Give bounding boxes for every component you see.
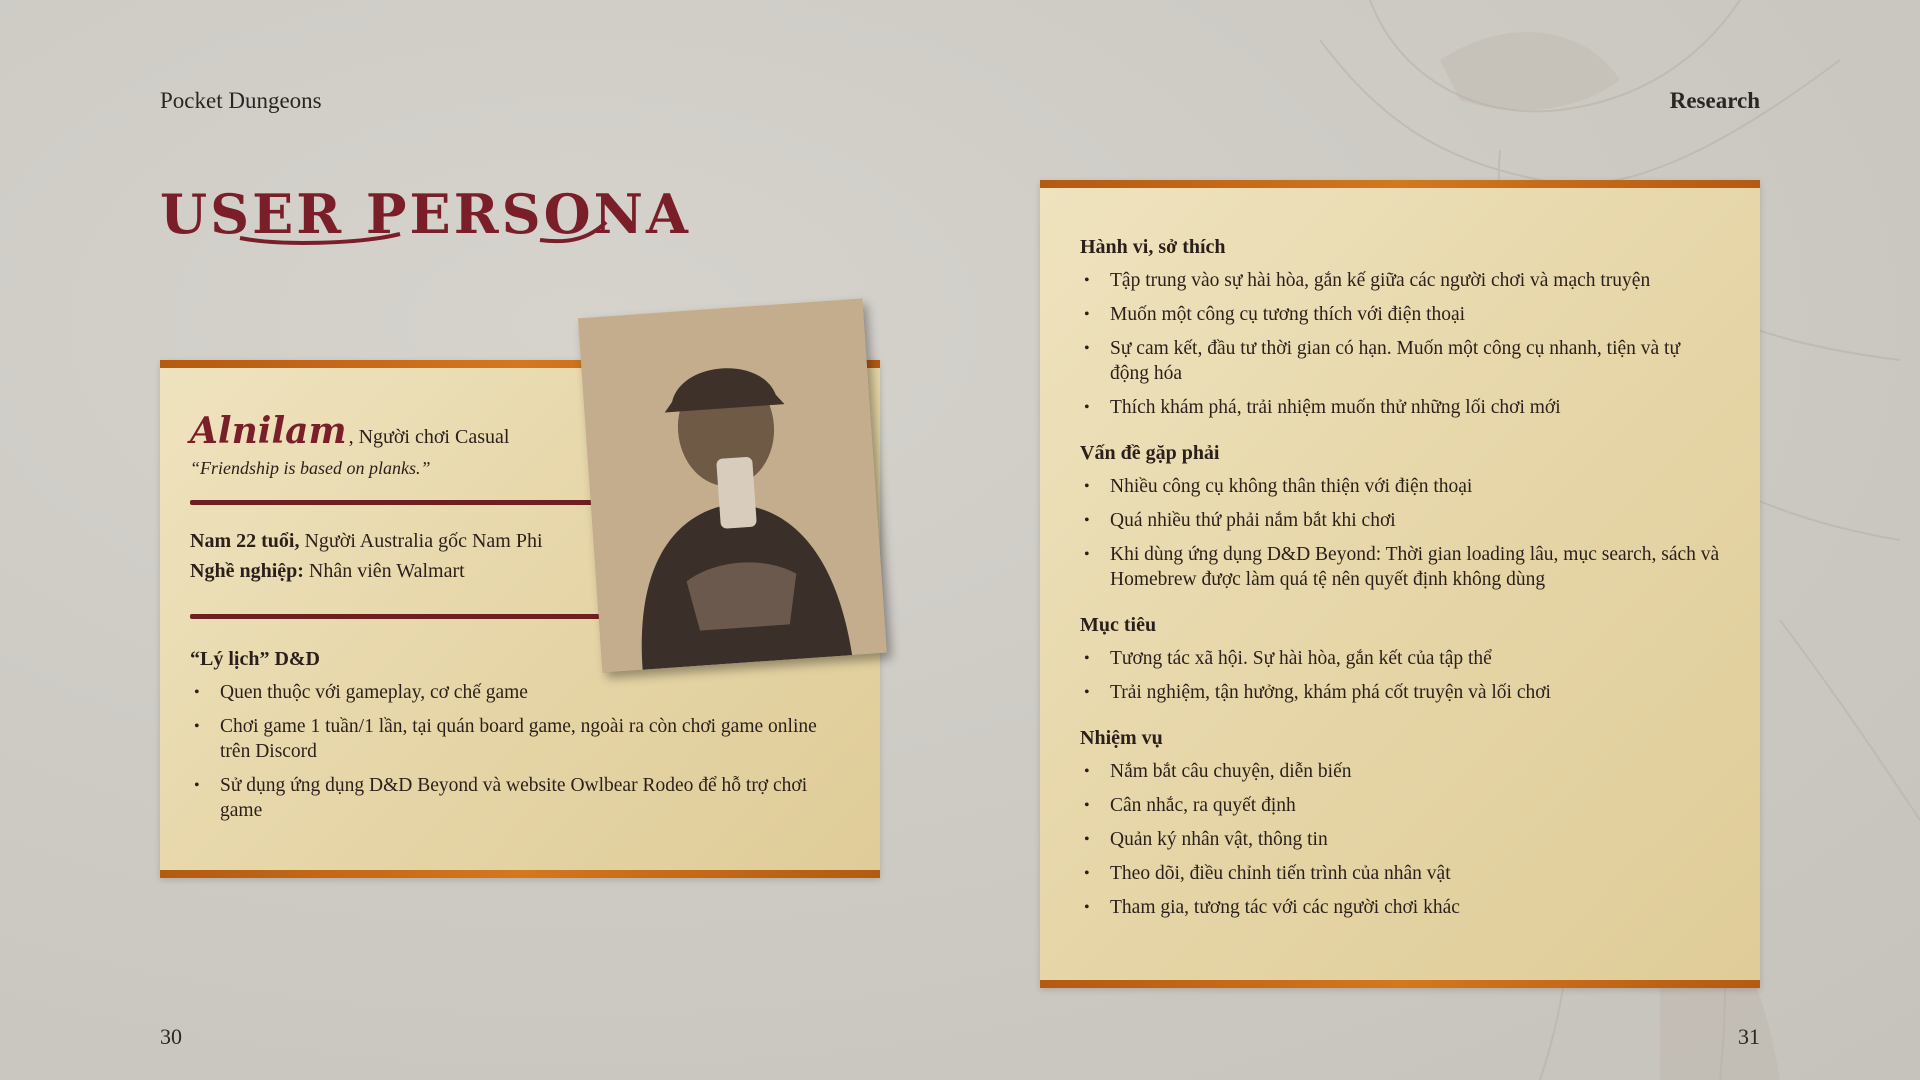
persona-age: [190, 530, 543, 553]
behaviors-list: [1080, 268, 1720, 420]
dnd-history-title: “Lý lịch” D&D: [190, 648, 320, 670]
section-heading: Hành vi, sở thích: [1080, 236, 1226, 258]
job-value: Nhân viên Walmart: [303, 560, 465, 582]
list-item: • Nắm bắt câu chuyện, diễn biến: [1080, 759, 1720, 784]
job-label: Nghề nghiệp:: [190, 560, 304, 582]
dnd-history-section: [190, 648, 840, 823]
publication-title: Pocket Dungeons: [160, 88, 322, 113]
age-value: Người Australia gốc Nam Phi: [299, 530, 543, 552]
person-selfie-image: [578, 298, 887, 672]
list-item: • Tương tác xã hội. Sự hài hòa, gắn kết của tập thể: [1080, 646, 1720, 671]
page-number-left: 30: [160, 1024, 182, 1049]
page-number-right: 31: [1738, 1024, 1760, 1049]
list-item: • Cân nhắc, ra quyết định: [1080, 793, 1720, 818]
persona-role: , Người chơi Casual: [348, 426, 510, 448]
divider: [190, 500, 600, 505]
persona-name: Alnilam: [190, 410, 347, 452]
persona-job: [190, 560, 465, 583]
list-item: • Tập trung vào sự hài hòa, gắn kế giữa các người chơi và mạch truyện: [1080, 268, 1720, 293]
problems-list: [1080, 474, 1720, 592]
title-swash-decoration: [160, 208, 610, 248]
age-label: Nam 22 tuổi,: [190, 530, 300, 552]
section-heading: Nhiệm vụ: [1080, 727, 1163, 749]
list-item: • Quá nhiều thứ phải nắm bắt khi chơi: [1080, 508, 1720, 533]
list-item: • Trải nghiệm, tận hưởng, khám phá cốt truyện và lối chơi: [1080, 680, 1720, 705]
list-item: • Khi dùng ứng dụng D&D Beyond: Thời gian loading lâu, mục search, sách và Homebrew được làm quá tệ nên quyết định không dùng: [1080, 542, 1720, 592]
list-item: • Theo dõi, điều chỉnh tiến trình của nhân vật: [1080, 861, 1720, 886]
research-content: [1080, 236, 1720, 920]
dnd-history-list: [190, 680, 840, 823]
research-card: [1040, 180, 1760, 988]
persona-photo: [578, 298, 887, 672]
persona-name-line: [190, 410, 509, 452]
section-title: Research: [1669, 88, 1760, 113]
section-heading: Mục tiêu: [1080, 614, 1157, 636]
list-item: • Sự cam kết, đầu tư thời gian có hạn. Muốn một công cụ nhanh, tiện và tự động hóa: [1080, 336, 1720, 386]
list-item: • Muốn một công cụ tương thích với điện thoại: [1080, 302, 1720, 327]
divider: [190, 614, 600, 619]
list-item: • Thích khám phá, trải nhiệm muốn thử những lối chơi mới: [1080, 395, 1720, 420]
list-item: • Tham gia, tương tác với các người chơi khác: [1080, 895, 1720, 920]
list-item: • Quản ký nhân vật, thông tin: [1080, 827, 1720, 852]
goals-list: [1080, 646, 1720, 705]
list-item: • Nhiều công cụ không thân thiện với điện thoại: [1080, 474, 1720, 499]
persona-quote: “Friendship is based on planks.”: [190, 458, 431, 478]
section-heading: Vấn đề gặp phải: [1080, 442, 1220, 464]
tasks-list: [1080, 759, 1720, 920]
list-item: • Quen thuộc với gameplay, cơ chế game: [190, 680, 840, 705]
page-title: USER PERSONA: [160, 182, 691, 246]
list-item: • Sử dụng ứng dụng D&D Beyond và website Owlbear Rodeo để hỗ trợ chơi game: [190, 773, 840, 823]
list-item: • Chơi game 1 tuần/1 lần, tại quán board game, ngoài ra còn chơi game online trên Discord: [190, 714, 840, 764]
